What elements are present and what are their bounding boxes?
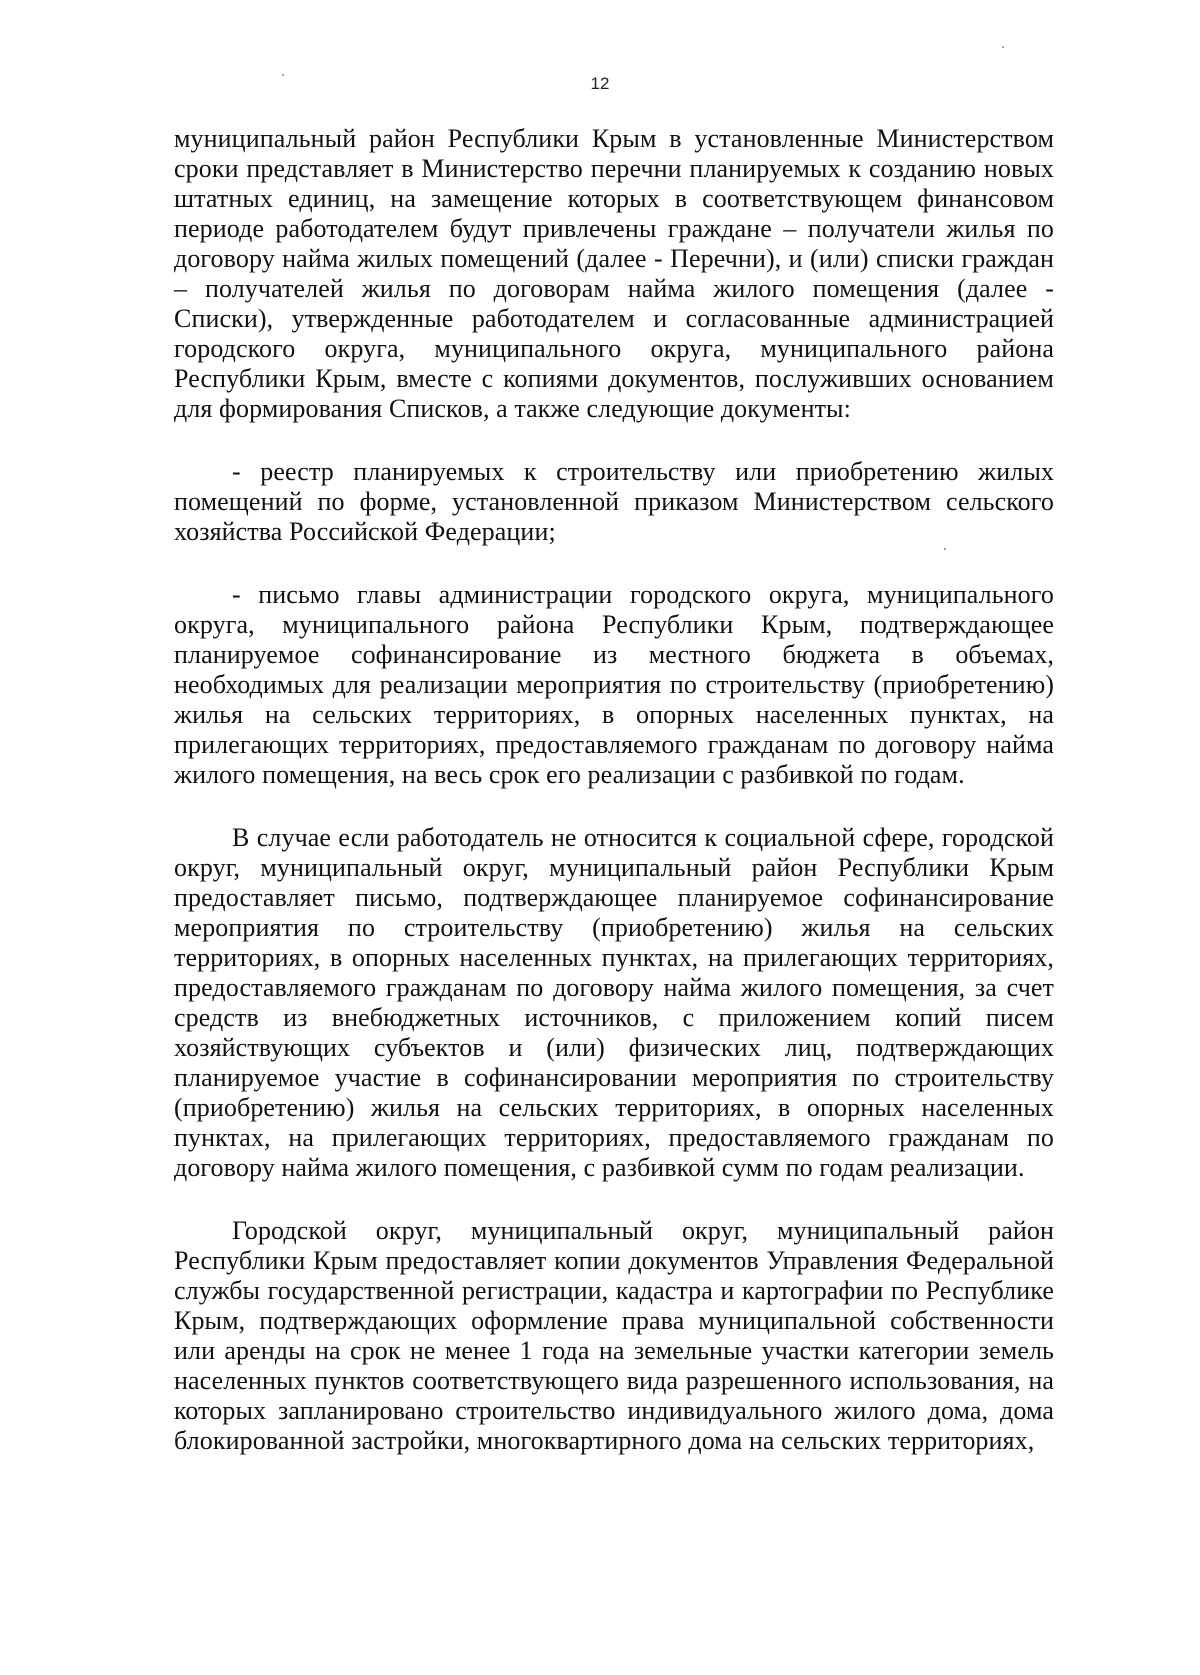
paragraph-employer-case: В случае если работодатель не относится к социальной сфере, городской округ, муниципальный округ, муниципальный район Республики Крым предоставляет письмо, подтверждающее планируемое софинансирование мероприятия по строительству (приобретению) жилья на сельских территориях, в опорных населенных пунктах, на прилегающих территориях, предоставляемого гражданам по договору найма жилого помещения, за счет средств из внебюджетных источников, с приложением копий писем хозяйствующих субъектов и (или) физических лиц, подтверждающих планируемое участие в софинансировании мероприятия по строительству (приобретению) жилья на сельских территориях, в опорных населенных пунктах, на прилегающих территориях, предоставляемого гражданам по договору найма жилого помещения, с разбивкой сумм по годам реализации.: [174, 823, 1054, 1182]
list-item-letter: - письмо главы администрации городского округа, муниципального округа, муниципального района Республики Крым, подтверждающее планируемое софинансирование из местного бюджета в объемах, необходимых для реализации мероприятия по строительству (приобретению) жилья на сельских территориях, в опорных населенных пунктах, на прилегающих территориях, предоставляемого гражданам по договору найма жилого помещения, на весь срок его реализации с разбивкой по годам.: [174, 580, 1054, 789]
scan-speck: [1002, 46, 1004, 48]
scan-speck: [944, 548, 946, 550]
scan-speck: [282, 74, 284, 76]
paragraph-continuation: муниципальный район Республики Крым в установленные Министерством сроки представляет в Министерство перечни планируемых к созданию новых штатных единиц, на замещение которых в соответствующем финансовом периоде работодателем будут привлечены граждане – получатели жилья по договору найма жилых помещений (далее - Перечни), и (или) списки граждан – получателей жилья по договорам найма жилого помещения (далее - Списки), утвержденные работодателем и согласованные администрацией городского округа, муниципального округа, муниципального района Республики Крым, вместе с копиями документов, послуживших основанием для формирования Списков, а также следующие документы:: [174, 124, 1054, 423]
list-item-registry: - реестр планируемых к строительству или приобретению жилых помещений по форме, установленной приказом Министерством сельского хозяйства Российской Федерации;: [174, 457, 1054, 546]
page-number: 12: [590, 74, 610, 93]
document-body: [174, 124, 1054, 1456]
paragraph-land-documents: Городской округ, муниципальный округ, муниципальный район Республики Крым предоставляет копии документов Управления Федеральной службы государственной регистрации, кадастра и картографии по Республике Крым, подтверждающих оформление права муниципальной собственности или аренды на срок не менее 1 года на земельные участки категории земель населенных пунктов соответствующего вида разрешенного использования, на которых запланировано строительство индивидуального жилого дома, дома блокированной застройки, многоквартирного дома на сельских территориях,: [174, 1216, 1054, 1455]
